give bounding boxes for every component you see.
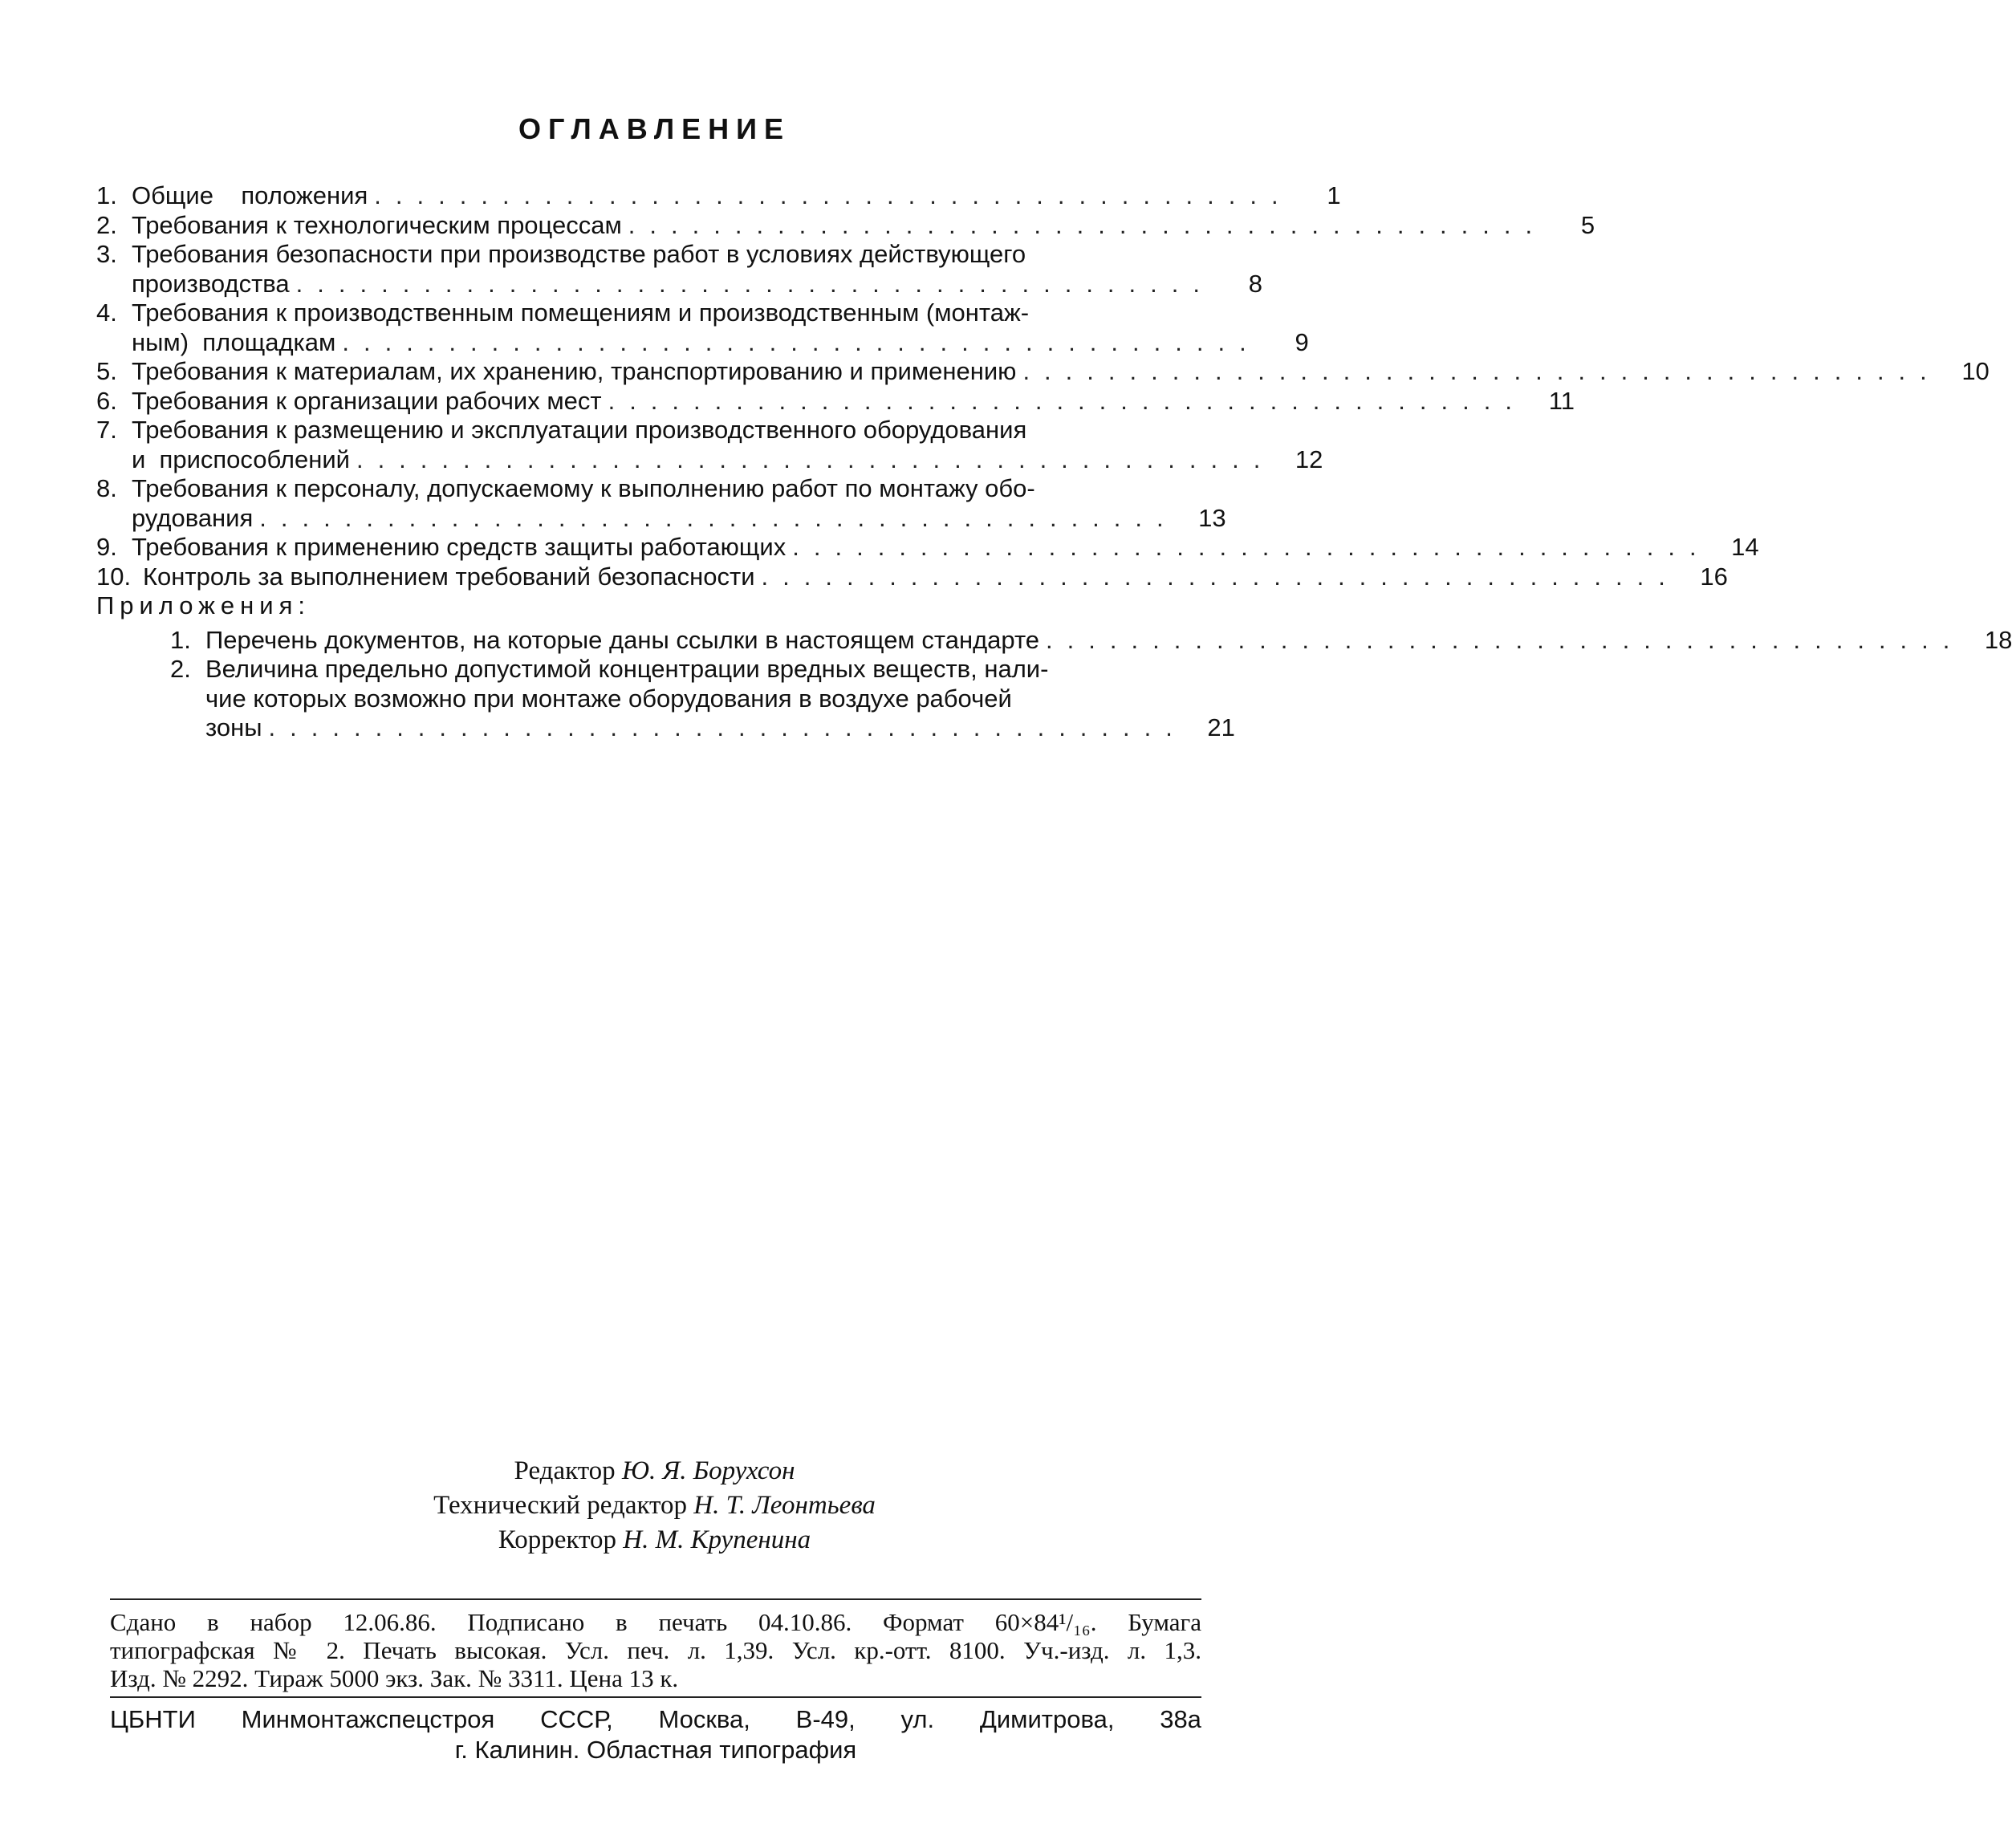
appendix-entry-page: 21 [1207,713,1235,741]
toc-entry-page: 16 [1700,562,1728,591]
toc-entry-number: 9. [96,533,117,561]
tech-editor-line [0,1489,1309,1523]
toc-entry-text: Общие положения [132,181,368,209]
toc-entry-page: 9 [1295,327,1309,356]
dot-leader: ........................................... [342,327,1261,356]
toc-entry-page: 1 [1327,181,1341,209]
toc-entry-number: 1. [96,181,117,209]
imprint-block [110,1608,1201,1692]
dot-leader: ........................................... [374,181,1293,209]
dot-leader: ........................................... [259,503,1178,532]
toc-entry-page: 12 [1295,445,1323,473]
editor-name: Ю. Я. Борухсон [621,1456,795,1485]
publisher-city: Москва, [658,1705,750,1733]
toc-entry-number: 10. [96,562,132,591]
appendix-entry-page: 18 [1984,625,2012,654]
tech-editor-name: Н. Т. Леонтьева [693,1491,876,1520]
toc-entry-text-continued: и приспособлений [132,445,350,473]
toc-entry-text: Требования к размещению и эксплуатации производственного оборудования [132,416,1027,444]
corrector-line [0,1523,1309,1558]
toc-title: ОГЛАВЛЕНИЕ [518,112,791,145]
toc-entry-page: 11 [1548,386,1575,415]
toc-entry-text: Требования к организации рабочих мест [132,386,602,415]
toc-entry-1 [96,181,1341,211]
toc-entry-number: 5. [96,357,117,385]
publisher-street-name: Димитрова, [979,1705,1115,1733]
editor-label: Редактор [514,1456,616,1485]
toc-entry-number: 2. [96,210,117,239]
toc-entry-text: Контроль за выполнением требований безопасности [143,562,755,591]
publisher-ministry: Минмонтажспецстроя [241,1705,495,1733]
dot-leader: ........................................... [356,445,1275,473]
toc-entry-text-continued: производства [132,269,290,298]
appendix-entry-text-continued: чие которых возможно при монтаже оборудования в воздухе рабочей [205,684,1012,713]
editors-block [0,1454,1309,1558]
toc-entry-text-continued: рудования [132,503,254,532]
toc-entry-number: 7. [96,416,117,444]
dot-leader: ........................................... [628,210,1547,239]
dot-leader: ........................................... [1046,625,1965,654]
dot-leader: ........................................... [608,386,1526,415]
divider-top [110,1598,1201,1600]
imprint-line-1: Сдано в набор 12.06.86. Подписано в печать 04.10.86. Формат 60×84¹/₁₆. Бумага [110,1608,1201,1636]
appendix-heading: Приложения: [96,591,311,619]
toc-entry-page: 10 [1961,357,1990,385]
dot-leader: ........................................... [792,533,1711,561]
dot-leader: ........................................... [268,713,1187,741]
toc-entry-page: 14 [1731,533,1759,561]
dot-leader: ........................................... [761,562,1680,591]
appendix-entry-text: Величина предельно допустимой концентрации вредных веществ, нали- [205,655,1049,683]
appendix-entry-text: Перечень документов, на которые даны ссылки в настоящем стандарте [205,625,1040,654]
corrector-label: Корректор [498,1525,616,1554]
imprint-line-2: типографская № 2. Печать высокая. Усл. печ. л. 1,39. Усл. кр.-отт. 8100. Уч.-изд. л. 1,3. [110,1636,1201,1664]
appendix-heading-row [96,591,1188,621]
toc-entry-text: Требования безопасности при производстве работ в условиях действующего [132,240,1026,268]
appendix-entry-2 [170,655,1235,743]
toc-entry-number: 8. [96,474,117,502]
toc-entry-number: 3. [96,240,117,268]
dot-leader: ........................................... [295,269,1214,298]
publisher-house: 38а [1160,1705,1201,1733]
appendix-entry-number: 2. [170,655,191,683]
toc-entry-number: 4. [96,299,117,327]
toc-entry-text: Требования к технологическим процессам [132,210,622,239]
imprint-line-3: Изд. № 2292. Тираж 5000 экз. Зак. № 3311. Цена 13 к. [110,1664,679,1692]
publisher-street: ул. [900,1705,935,1733]
divider-bottom [110,1696,1201,1698]
toc-entry-9 [96,533,1759,563]
toc-entry-6 [96,386,1575,416]
toc-entry-5 [96,357,1990,387]
toc-entry-8 [96,474,1226,533]
publisher-block [110,1704,1201,1765]
toc-entry-2 [96,210,1595,241]
toc-entry-number: 6. [96,386,117,415]
publisher-postcode: В-49, [795,1705,856,1733]
corrector-name: Н. М. Крупенина [623,1525,811,1554]
table-of-contents [96,181,2012,743]
toc-entry-text: Требования к персоналу, допускаемому к выполнению работ по монтажу обо- [132,474,1035,502]
toc-entry-text: Требования к производственным помещениям и производственным (монтаж- [132,299,1030,327]
publisher-country: СССР, [540,1705,613,1733]
dot-leader: ........................................... [1022,357,1941,385]
toc-entry-3 [96,240,1262,299]
toc-entry-text: Требования к материалам, их хранению, транспортированию и применению [132,357,1017,385]
tech-editor-label: Технический редактор [433,1491,688,1520]
toc-entry-page: 5 [1580,210,1595,239]
appendix-entry-1 [170,625,2012,656]
toc-entry-text: Требования к применению средств защиты работающих [132,533,787,561]
toc-entry-text-continued: ным) площадкам [132,327,336,356]
publisher-printer: г. Калинин. Областная типография [454,1736,857,1764]
appendix-entry-number: 1. [170,625,191,654]
toc-entry-10 [96,562,1728,592]
toc-entry-4 [96,299,1309,357]
toc-entry-7 [96,416,1323,474]
toc-entry-page: 13 [1198,503,1226,532]
appendix-entry-text-continued: зоны [205,713,262,741]
toc-entry-page: 8 [1248,269,1262,298]
publisher-org: ЦБНТИ [110,1705,196,1733]
editor-line [0,1454,1309,1489]
